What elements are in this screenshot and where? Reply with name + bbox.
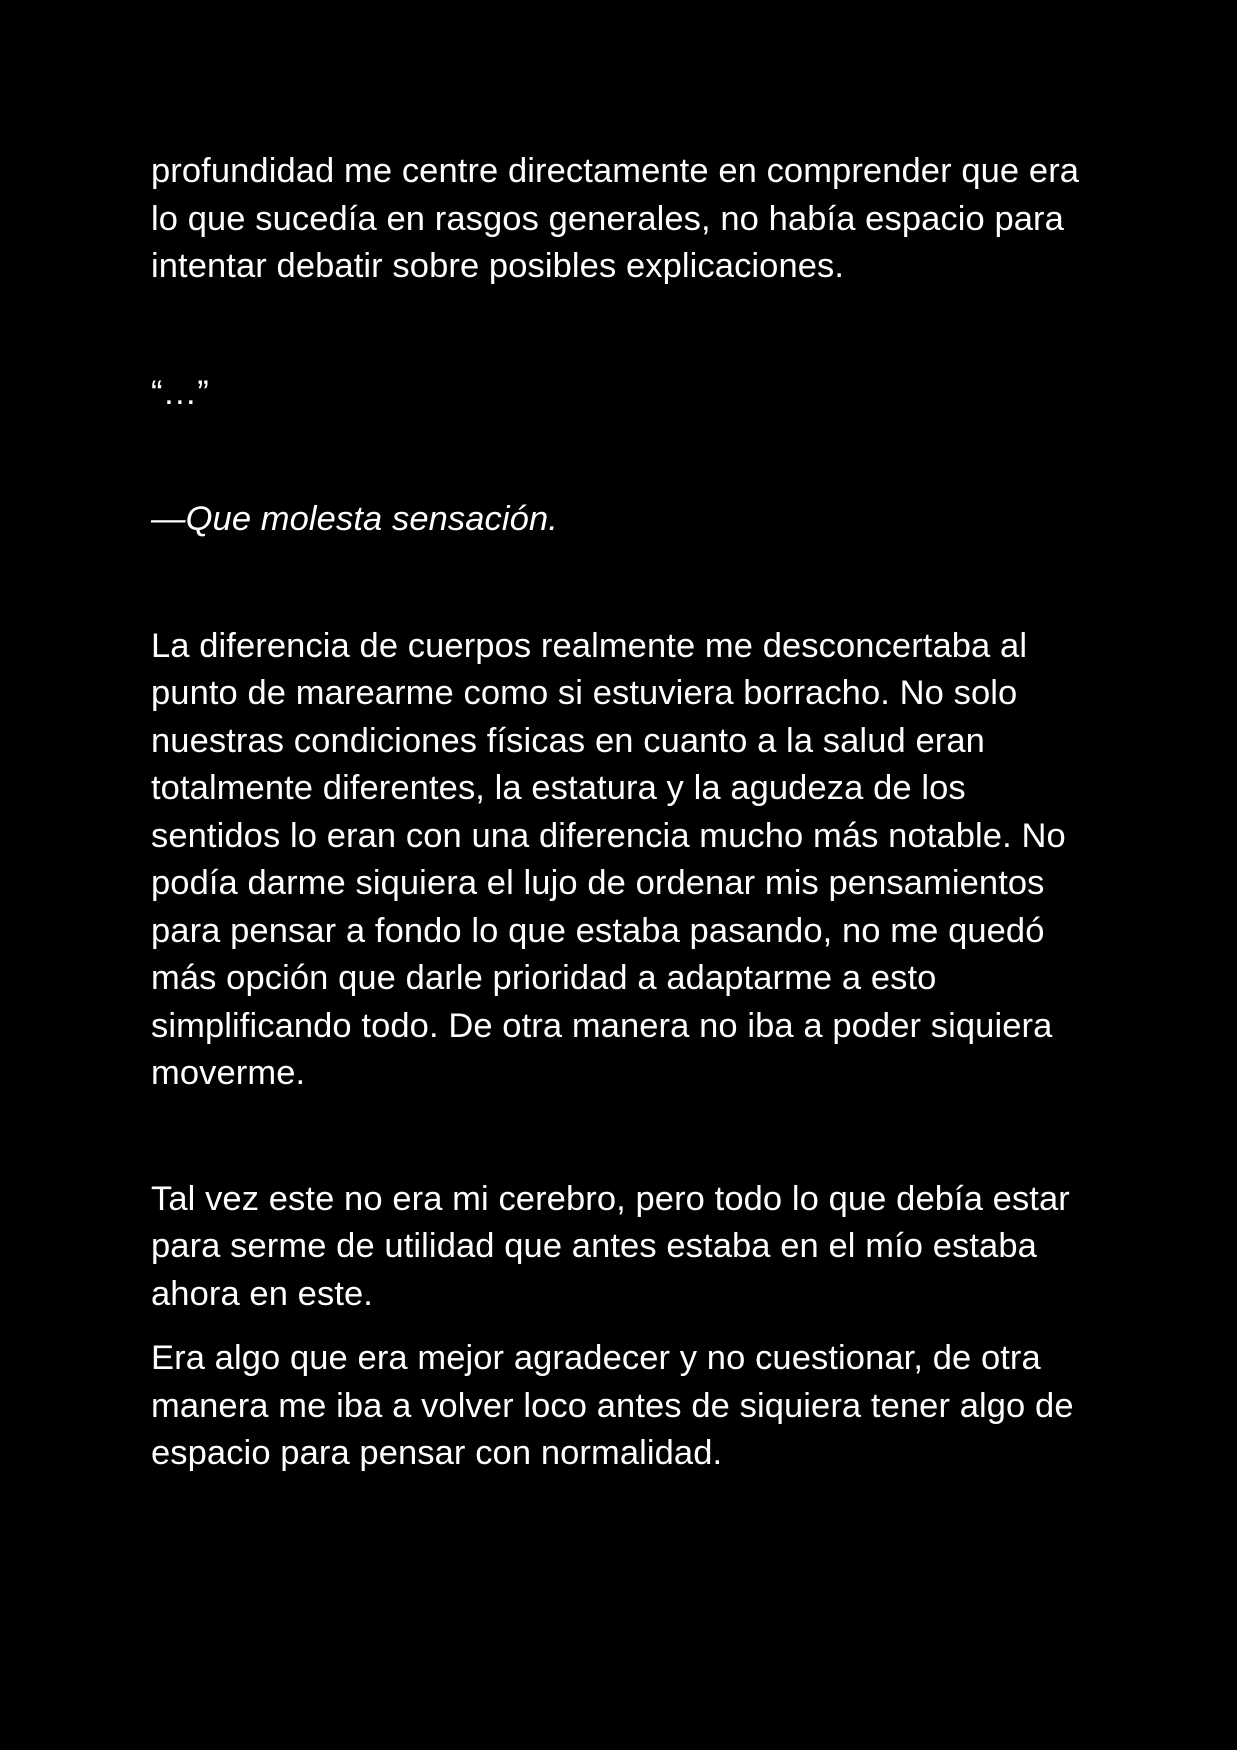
paragraph-3: Tal vez este no era mi cerebro, pero todo lo que debía estar para serme de utilidad que antes estaba en el mío estaba ahora en este. (151, 1179, 1070, 1313)
spacer (151, 1098, 1091, 1176)
page-edge-right (1237, 0, 1241, 1754)
spacer (151, 1318, 1091, 1335)
paragraph-1: profundidad me centre directamente en comprender que era lo que sucedía en rasgos generales, no había espacio para intentar debatir sobre posibles explicaciones. (151, 152, 1080, 285)
paragraph-2: La diferencia de cuerpos realmente me desconcertaba al punto de marearme como si estuviera borracho. No solo nuestras condiciones físicas en cuanto a la salud eran totalmente diferentes, la estatura y la agudeza de los sentidos lo eran con una diferencia mucho más notable. No podía darme siquiera el lujo de ordenar mis pensamientos para pensar a fondo lo que estaba pasando, no me quedó más opción que darle prioridad a adaptarme a esto simplificando todo. De otra manera no iba a poder siquiera moverme. (151, 626, 1066, 1092)
paragraph-ellipsis-quote: “…” (151, 373, 209, 412)
page-body (151, 148, 1091, 1478)
dialogue-line: —Que molesta sensación. (151, 500, 558, 538)
page-edge-bottom (0, 1750, 1241, 1754)
spacer (151, 544, 1091, 623)
spacer (151, 417, 1091, 496)
paragraph-4: Era algo que era mejor agradecer y no cuestionar, de otra manera me iba a volver loco antes de siquiera tener algo de espacio para pensar con normalidad. (151, 1339, 1074, 1472)
spacer (151, 291, 1091, 370)
